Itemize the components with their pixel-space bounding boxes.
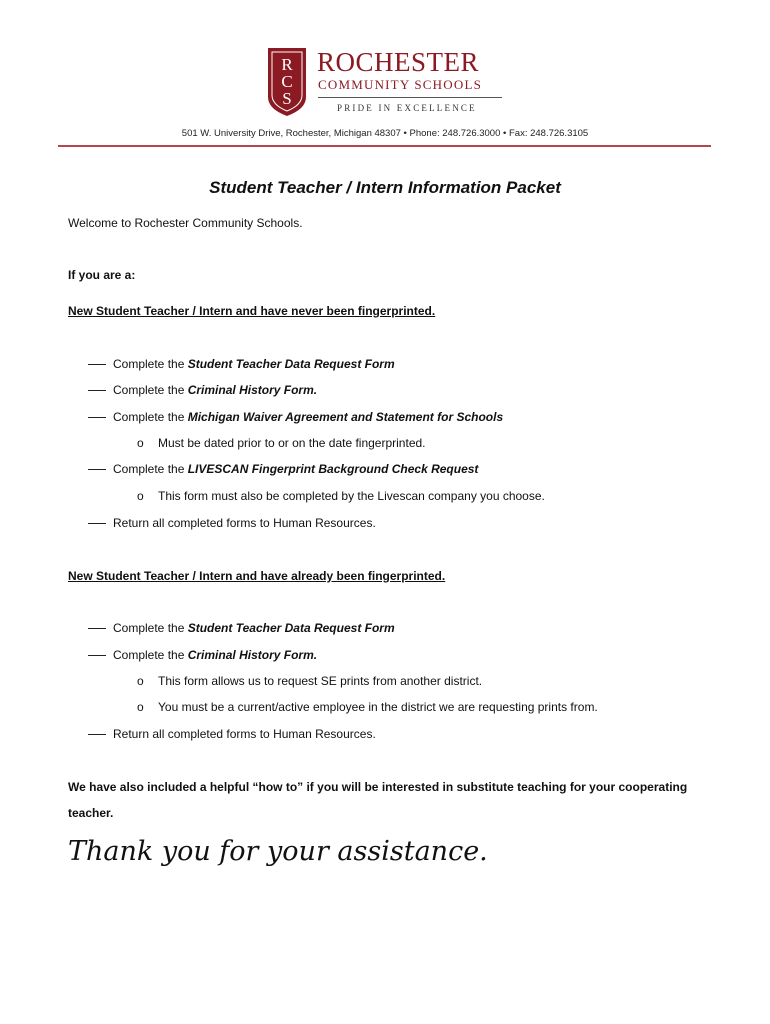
list-item: Complete the Michigan Waiver Agreement and Statement for Schools bbox=[88, 410, 503, 424]
dash-icon bbox=[88, 628, 106, 629]
school-logo bbox=[267, 47, 507, 119]
dash-icon bbox=[88, 523, 106, 524]
dash-icon bbox=[88, 364, 106, 365]
logo-subtitle: COMMUNITY SCHOOLS bbox=[318, 77, 483, 92]
list-item: Complete the Criminal History Form. bbox=[88, 383, 317, 397]
dash-icon bbox=[88, 469, 106, 470]
circle-bullet-icon: o bbox=[137, 700, 144, 714]
welcome-text: Welcome to Rochester Community Schools. bbox=[68, 216, 303, 230]
list-item: Return all completed forms to Human Resources. bbox=[88, 516, 376, 530]
logo-title: ROCHESTER bbox=[317, 47, 480, 77]
circle-bullet-icon: o bbox=[137, 674, 144, 688]
sub-list-item: o You must be a current/active employee in the district we are requesting prints from. bbox=[137, 700, 598, 714]
sub-list-item: o This form must also be completed by the Livescan company you choose. bbox=[137, 489, 545, 503]
dash-icon bbox=[88, 734, 106, 735]
list-item: Return all completed forms to Human Resources. bbox=[88, 727, 376, 741]
list-item: Complete the Student Teacher Data Request Form bbox=[88, 357, 395, 371]
circle-bullet-icon: o bbox=[137, 489, 144, 503]
logo-letter-c: C bbox=[281, 72, 293, 91]
sub-list-item: o This form allows us to request SE prints from another district. bbox=[137, 674, 483, 688]
list-item: Complete the Student Teacher Data Request Form bbox=[88, 621, 395, 635]
logo-letter-r: R bbox=[281, 55, 293, 74]
if-you-are-label: If you are a: bbox=[68, 268, 136, 282]
dash-icon bbox=[88, 417, 106, 418]
closing-text-line1: We have also included a helpful “how to” if you will be interested in substitute teaching for your cooperating bbox=[68, 780, 688, 794]
list-item: Complete the Criminal History Form. bbox=[88, 648, 317, 662]
dash-icon bbox=[88, 655, 106, 656]
rcs-shield-icon bbox=[267, 47, 307, 117]
section2-heading: New Student Teacher / Intern and have already been fingerprinted. bbox=[68, 569, 446, 583]
address-line: 501 W. University Drive, Rochester, Michigan 48307 • Phone: 248.726.3000 • Fax: 248.726.3105 bbox=[181, 128, 589, 139]
header-divider bbox=[58, 145, 711, 147]
list-item: Complete the LIVESCAN Fingerprint Background Check Request bbox=[88, 462, 478, 476]
dash-icon bbox=[88, 390, 106, 391]
closing-text-line2: teacher. bbox=[68, 806, 114, 820]
sub-list-item: o Must be dated prior to or on the date fingerprinted. bbox=[137, 436, 426, 450]
thank-you-signature: Thank you for your assistance. bbox=[68, 836, 488, 867]
logo-divider bbox=[318, 97, 502, 98]
logo-tagline: PRIDE IN EXCELLENCE bbox=[337, 103, 477, 113]
circle-bullet-icon: o bbox=[137, 436, 144, 450]
logo-letter-s: S bbox=[282, 89, 292, 108]
page-title: Student Teacher / Intern Information Packet bbox=[209, 178, 561, 197]
section1-heading: New Student Teacher / Intern and have never been fingerprinted. bbox=[68, 304, 436, 318]
